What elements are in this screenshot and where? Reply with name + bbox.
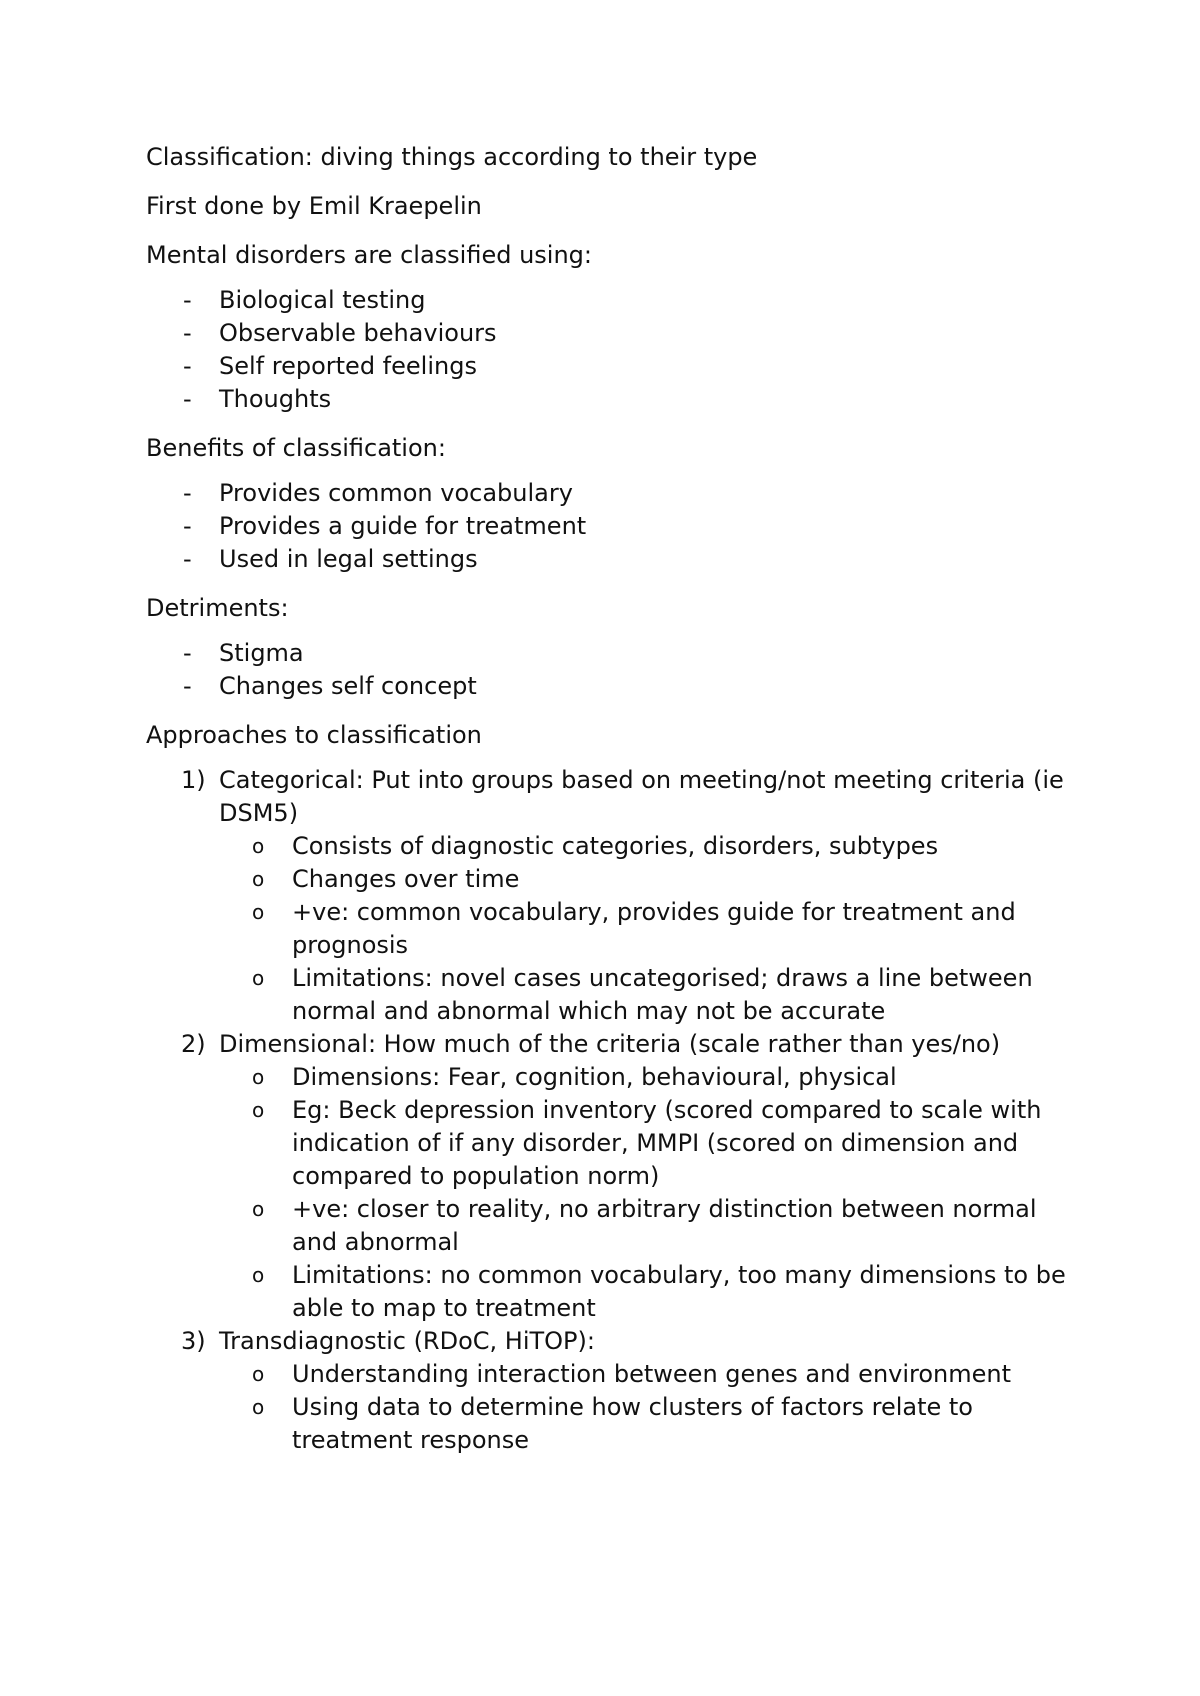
dash-bullet: - [183, 286, 192, 314]
approach-points [219, 1358, 1066, 1457]
list-item: - Self reported feelings [146, 350, 1066, 383]
benefits-heading: Benefits of classification: [146, 434, 446, 462]
list-item: - Changes self concept [146, 670, 1066, 703]
list-item: o +ve: common vocabulary, provides guide for treatment and prognosis [252, 898, 1016, 959]
circle-bullet: o [252, 900, 265, 924]
approach-points [219, 1061, 1066, 1325]
approaches-list [146, 764, 1066, 1457]
first-done-by: First done by Emil Kraepelin [146, 192, 482, 220]
list-item: o Consists of diagnostic categories, disorders, subtypes [219, 830, 1066, 863]
detriments-heading: Detriments: [146, 594, 289, 622]
number-marker: 1) [181, 766, 206, 794]
list-item: o +ve: closer to reality, no arbitrary distinction between normal and abnormal [252, 1195, 1037, 1256]
approach-title: Categorical: Put into groups based on meeting/not meeting criteria (ie DSM5) [219, 766, 1064, 827]
dash-bullet: - [183, 319, 192, 347]
dash-bullet: - [183, 545, 192, 573]
circle-bullet: o [252, 1395, 265, 1419]
approach-item [146, 764, 1066, 1028]
list-item: - Observable behaviours [146, 317, 1066, 350]
approach-item [146, 1325, 1066, 1457]
dash-bullet: - [183, 385, 192, 413]
list-item: o Changes over time [219, 863, 1066, 896]
approach-item [146, 1028, 1066, 1325]
list-item: - Provides a guide for treatment [146, 510, 1066, 543]
number-marker: 3) [181, 1327, 206, 1355]
document-body [146, 143, 1066, 1478]
circle-bullet: o [252, 1065, 265, 1089]
circle-bullet: o [252, 1197, 265, 1221]
approach-title: Dimensional: How much of the criteria (scale rather than yes/no) [219, 1030, 1001, 1058]
circle-bullet: o [252, 1263, 265, 1287]
circle-bullet: o [252, 1098, 265, 1122]
approach-title: Transdiagnostic (RDoC, HiTOP): [219, 1327, 595, 1355]
list-item: - Thoughts [146, 383, 1066, 416]
list-item: o Limitations: no common vocabulary, too many dimensions to be able to map to treatment [252, 1261, 1066, 1322]
classification-definition: Classification: diving things according to their type [146, 143, 758, 171]
dash-bullet: - [183, 479, 192, 507]
classified-using-list [146, 284, 1066, 416]
list-item: o Using data to determine how clusters of factors relate to treatment response [252, 1393, 973, 1454]
circle-bullet: o [252, 867, 265, 891]
dash-bullet: - [183, 672, 192, 700]
list-item: - Used in legal settings [146, 543, 1066, 576]
benefits-list [146, 477, 1066, 576]
circle-bullet: o [252, 966, 265, 990]
approaches-heading: Approaches to classification [146, 721, 482, 749]
circle-bullet: o [252, 834, 265, 858]
detriments-list [146, 637, 1066, 703]
number-marker: 2) [181, 1030, 206, 1058]
list-item: - Provides common vocabulary [146, 477, 1066, 510]
dash-bullet: - [183, 512, 192, 540]
dash-bullet: - [183, 639, 192, 667]
dash-bullet: - [183, 352, 192, 380]
approach-points [219, 830, 1066, 1028]
classified-using-heading: Mental disorders are classified using: [146, 241, 592, 269]
circle-bullet: o [252, 1362, 265, 1386]
list-item: o Eg: Beck depression inventory (scored compared to scale with indication of if any disorder, MMPI (scored on dimension and compared to population norm) [252, 1096, 1042, 1190]
list-item: - Biological testing [146, 284, 1066, 317]
list-item: - Stigma [146, 637, 1066, 670]
list-item: o Understanding interaction between genes and environment [219, 1358, 1066, 1391]
list-item: o Limitations: novel cases uncategorised; draws a line between normal and abnormal which may not be accurate [252, 964, 1033, 1025]
list-item: o Dimensions: Fear, cognition, behavioural, physical [219, 1061, 1066, 1094]
